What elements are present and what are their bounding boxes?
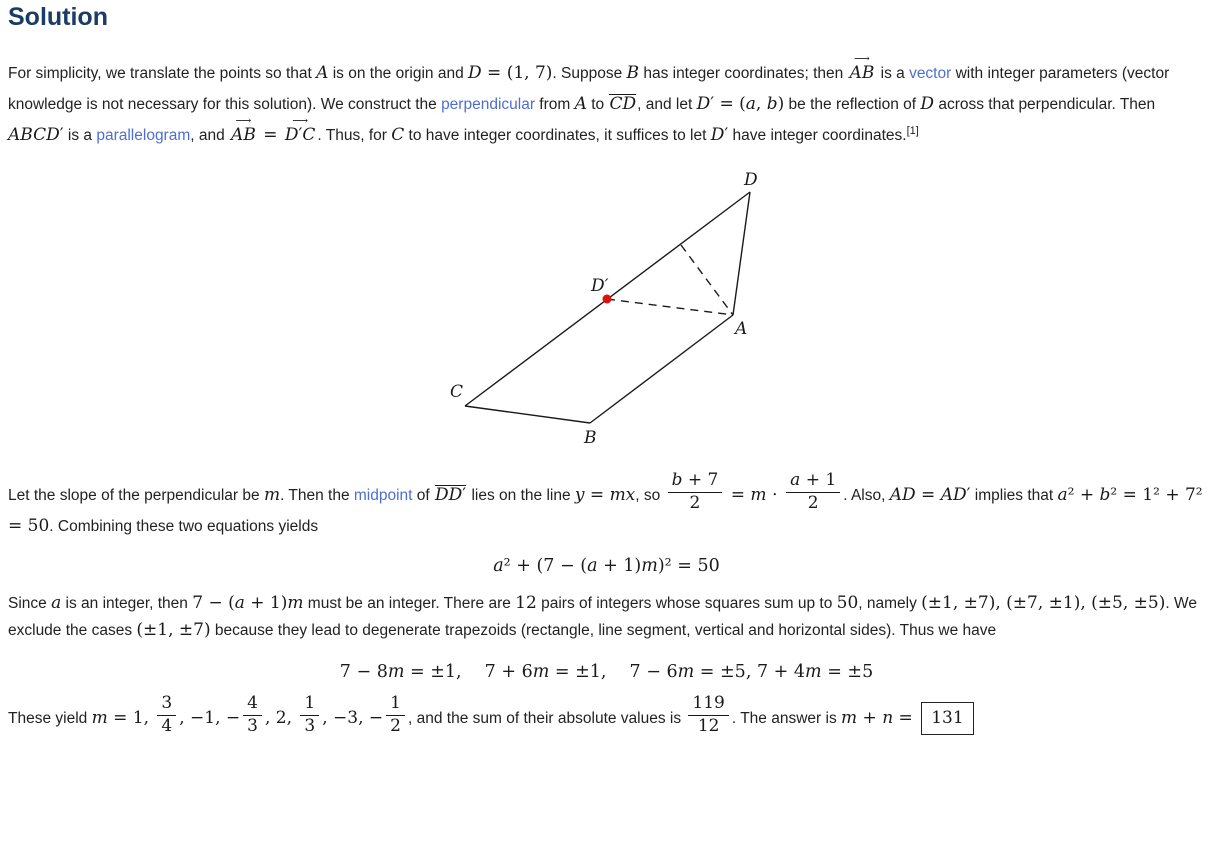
text-run: from <box>535 96 575 113</box>
text-run: across that perpendicular. Then <box>934 96 1156 113</box>
text-run: Let the slope of the perpendicular be <box>8 487 264 505</box>
vertex-label-c: C <box>449 382 463 402</box>
text-run: is an integer, then <box>61 595 193 613</box>
math-inline: A <box>574 94 587 114</box>
text-run: , and <box>190 127 230 144</box>
text-run: has integer coordinates; then <box>639 65 848 82</box>
text-run: lies on the line <box>467 487 575 505</box>
text-run: These yield <box>8 710 92 728</box>
math-inline: m + n = <box>841 708 919 729</box>
text-run: with integer parameters (vector knowledge is not necessary for this solution). We construct the <box>8 65 1170 113</box>
math-inline: B <box>626 63 640 83</box>
text-run: , so <box>635 487 665 505</box>
text-run: , and let <box>637 96 697 113</box>
equation-combined <box>8 556 1205 576</box>
vector-notation: ⟶ D′C <box>285 127 316 145</box>
text-run: is on the origin and <box>328 65 468 82</box>
text-run: to <box>586 96 609 113</box>
math-inline: y = mx <box>574 485 636 506</box>
footnote-ref[interactable]: [1] <box>906 124 919 137</box>
math-inline: 7 − (a + 1)m <box>192 593 304 614</box>
math-inline: (±1, ±7), (±7, ±1), (±5, ±5) <box>921 593 1166 614</box>
math-inline: AD = AD′ <box>889 485 971 506</box>
d-prime-to-a-dashed-line <box>607 299 733 315</box>
fraction-denominator: 2 <box>689 492 701 513</box>
text-run: to have integer coordinates, it suffices to let <box>404 127 711 144</box>
paragraph-slope <box>8 471 1205 540</box>
fraction-denominator: 3 <box>247 715 258 736</box>
vertex-label-b: B <box>583 428 596 448</box>
side-bc <box>465 406 590 423</box>
overline-notation: DD′ <box>435 485 467 506</box>
fraction-denominator: 4 <box>161 715 173 736</box>
text-run: have integer coordinates. <box>728 127 907 144</box>
fraction-numerator: 3 <box>157 694 176 716</box>
fraction-numerator: 4 <box>243 694 262 716</box>
fraction-numerator: b + 7 <box>668 471 723 493</box>
text-run: . Combining these two equations yields <box>49 518 319 536</box>
fraction <box>688 694 728 736</box>
math-inline: , −3, − <box>322 708 384 729</box>
math-inline: D <box>920 94 935 114</box>
paragraph-answer <box>8 694 1205 736</box>
vertex-label-a: A <box>734 319 747 339</box>
text-run: . Then the <box>280 487 354 505</box>
math-inline: = <box>257 125 283 145</box>
math-inline: C <box>391 125 405 145</box>
text-run: For simplicity, we translate the points so that <box>8 65 317 82</box>
text-run: be the reflection of <box>784 96 921 113</box>
math-inline: , −1, − <box>179 708 241 729</box>
text-run: . The answer is <box>731 710 841 728</box>
fraction <box>243 694 262 736</box>
overline-notation: CD <box>609 94 637 114</box>
text-run: , and the sum of their absolute values is <box>407 710 686 728</box>
fraction <box>157 694 176 736</box>
text-run: implies that <box>970 487 1058 505</box>
math-inline: A <box>316 63 329 83</box>
vector-notation: ⟶ AB <box>850 65 875 83</box>
math-inline: D′ = (a, b) <box>696 94 785 114</box>
fraction <box>300 694 319 736</box>
equation-cases <box>8 662 1205 682</box>
vector-notation: ⟶ AB <box>231 127 256 145</box>
math-inline: 7 − 8m = ±1, 7 + 6m = ±1, 7 − 6m = ±5, 7 + 4m = ±5 <box>339 662 874 683</box>
text-run: is a <box>876 65 910 82</box>
page-title: Solution <box>8 3 108 31</box>
text-run: . Suppose <box>552 65 627 82</box>
side-ab <box>590 315 733 423</box>
wiki-link-vector[interactable]: vector <box>909 65 952 82</box>
fraction-numerator: 1 <box>386 694 405 716</box>
fraction-numerator: a + 1 <box>786 471 840 493</box>
text-run: is a <box>63 127 97 144</box>
wiki-link-perpendicular[interactable]: perpendicular <box>441 96 535 113</box>
trapezoid-figure <box>442 165 772 455</box>
fraction <box>786 471 840 513</box>
fraction-numerator: 119 <box>688 694 728 716</box>
math-inline: a² + b² = 1² + 7² = 50 <box>8 485 1203 537</box>
fraction-denominator: 2 <box>807 492 819 513</box>
vertex-label-d-prime: D′ <box>590 276 608 296</box>
wiki-link-midpoint[interactable]: midpoint <box>353 487 413 505</box>
math-inline: 12 <box>515 593 537 614</box>
perpendicular-foot-dashed-line <box>681 245 733 315</box>
text-run: . Also, <box>843 487 890 505</box>
geometry-diagram <box>442 165 772 455</box>
boxed-answer: 131 <box>921 702 973 735</box>
paragraph-integer-pairs <box>8 590 1205 644</box>
math-inline: = m ⋅ <box>725 485 784 506</box>
math-inline: m <box>263 485 281 506</box>
math-inline: D′ <box>710 125 729 145</box>
vertex-label-d: D <box>743 170 758 190</box>
text-run: . Thus, for <box>317 127 392 144</box>
paragraph-intro <box>8 58 1205 151</box>
math-inline: , 2, <box>264 708 298 729</box>
math-inline: D = (1, 7) <box>468 63 553 83</box>
text-run: . We exclude the cases <box>8 595 1197 640</box>
text-run: Since <box>8 595 52 613</box>
math-inline: (±1, ±7) <box>136 620 211 641</box>
side-da <box>733 192 750 315</box>
text-run: , namely <box>858 595 922 613</box>
text-run: because they lead to degenerate trapezoids (rectangle, line segment, vertical and horizontal sides). Thus we have <box>210 622 997 640</box>
fraction-denominator: 12 <box>697 715 720 736</box>
math-inline: m = 1, <box>91 708 155 729</box>
fraction <box>668 471 723 513</box>
fraction-denominator: 2 <box>390 715 401 736</box>
text-run: of <box>412 487 435 505</box>
text-run: must be an integer. There are <box>303 595 516 613</box>
fraction-denominator: 3 <box>304 715 316 736</box>
math-inline: a² + (7 − (a + 1)m)² = 50 <box>493 556 720 577</box>
fraction-numerator: 1 <box>300 694 319 716</box>
math-inline: a <box>51 593 62 614</box>
text-run: pairs of integers whose squares sum up to <box>536 595 837 613</box>
fraction <box>386 694 405 736</box>
wiki-link-parallelogram[interactable]: parallelogram <box>96 127 191 144</box>
math-inline: ABCD′ <box>8 125 64 145</box>
math-inline: 50 <box>836 593 859 614</box>
